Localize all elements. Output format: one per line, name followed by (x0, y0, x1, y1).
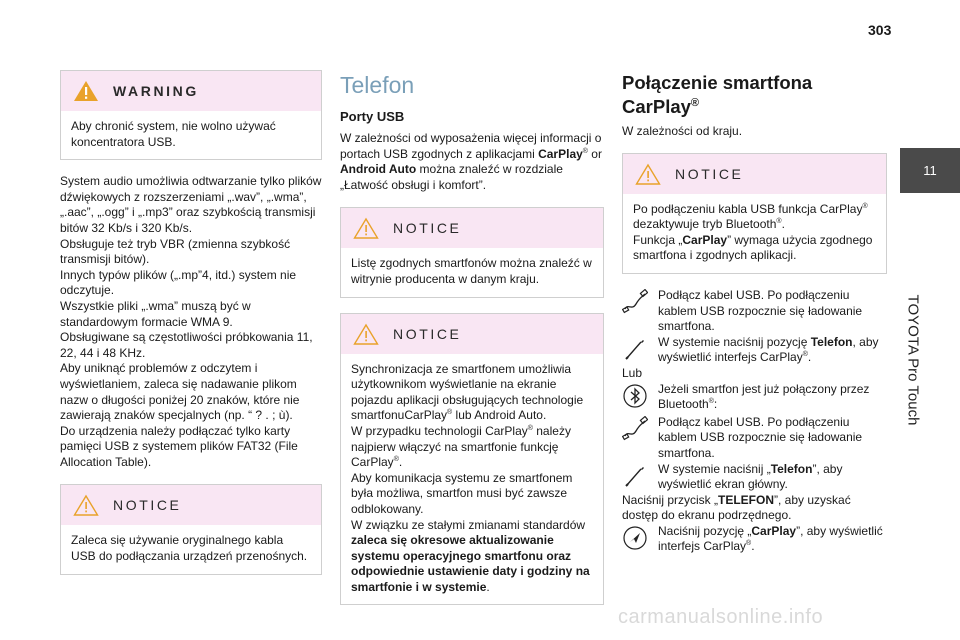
warning-header (61, 71, 321, 111)
warning-triangle-icon (73, 80, 99, 102)
watermark: carmanualsonline.info (618, 606, 824, 628)
audio-info (60, 174, 322, 470)
touch-pen-icon (622, 463, 648, 489)
step-bluetooth: Jeżeli smartfon jest już połączony przez Bluetooth®: (622, 382, 887, 413)
bluetooth-icon (622, 383, 648, 409)
notice-text: Zaleca się używanie oryginalnego kabla USB do podłączania urządzeń przenośnych. (71, 533, 308, 564)
step-press-telefon: W systemie naciśnij pozycję Telefon, aby wyświetlić interfejs CarPlay®. (622, 335, 887, 366)
notice-triangle-icon (353, 323, 379, 345)
notice-triangle-icon (353, 217, 379, 239)
notice-label: NOTICE (393, 325, 462, 342)
notice-box (340, 207, 604, 297)
press-button-text: Naciśnij przycisk „TELEFON”, aby uzyskać dostęp do ekranu podrzędnego. (622, 492, 851, 523)
column-right (622, 70, 887, 555)
section-title: Połączenie smartfona CarPlay® (622, 72, 813, 117)
paragraph: System audio umożliwia odtwarzanie tylko plików dźwiękowych z rozszerzeniami „.wav”, „.wma”, „.aac”, „.ogg” i „.mp3” oraz szybkością transmisji bitów 32 Kb/s i 320 Kb/s. (60, 174, 322, 235)
step-press-carplay: Naciśnij pozycję „CarPlay”, aby wyświetlić interfejs CarPlay®. (622, 524, 887, 555)
or-label: Lub (622, 365, 643, 380)
notice-box (340, 313, 604, 606)
warning-box (60, 70, 322, 160)
notice-triangle-icon (73, 494, 99, 516)
page-number: 303 (868, 22, 892, 38)
notice-text: Po podłączeniu kabla USB funkcja CarPlay® dezaktywuje tryb Bluetooth®. Funkcja „CarPlay” wymaga użycia zgodnego smartfona i zgodnych aplikacji. (633, 201, 873, 263)
paragraph: Obsługiwane są częstotliwości próbkowania 11, 22, 44 i 48 KHz. (60, 330, 313, 360)
notice-label: NOTICE (675, 165, 744, 182)
notice-header (61, 485, 321, 525)
section-title: Telefon (340, 72, 415, 98)
usb-cable-icon (622, 416, 648, 442)
step-usb-connect: Podłącz kabel USB. Po podłączeniu kablem USB rozpocznie się ładowanie smartfona. (622, 288, 887, 335)
warning-text: Aby chronić system, nie wolno używać koncentratora USB. (71, 119, 276, 149)
touch-pen-icon (622, 336, 648, 362)
step-press-telefon-2: W systemie naciśnij „Telefon”, aby wyświetlić ekran główny. (622, 462, 887, 493)
notice-triangle-icon (635, 163, 661, 185)
paragraph: Wszystkie pliki „.wma” muszą być w standardowym formacie WMA 9. (60, 298, 251, 329)
paragraph: Innych typów plików („.mp”4, itd.) system nie odczytuje. (60, 267, 297, 298)
notice-label: NOTICE (113, 497, 182, 514)
warning-label: WARNING (113, 83, 199, 99)
notice-header (341, 208, 603, 248)
notice-text: Synchronizacja ze smartfonem umożliwia użytkownikom wyświetlanie na ekranie pojazdu aplikacji obsługujących technologie smartfonuCarPlay® lub Android Auto. W przypadku technologii CarPlay® należy najpierw włączyć na smartfonie funkcję CarPlay®. Aby komunikacja systemu ze smartfonem była możliwa, smartfon musi być zawsze odblokowany. W związku ze stałymi zmianami standardów zaleca się okresowe aktualizowanie systemu operacyjnego smartfonu oraz odpowiednie ustawienie daty i godziny na smartfonie i w systemie. (351, 361, 590, 594)
usb-cable-icon (622, 289, 648, 315)
paragraph: Do urządzenia należy podłączać tylko karty pamięci USB z systemem plików FAT32 (File Allocation Table). (60, 423, 298, 469)
steps (622, 288, 887, 555)
notice-header (341, 314, 603, 354)
step-usb-connect-2: Podłącz kabel USB. Po podłączeniu kablem USB rozpocznie się ładowanie smartfona. (622, 415, 887, 462)
notice-label: NOTICE (393, 220, 462, 237)
paragraph: Obsługuje też tryb VBR (zmienna szybkość transmisji bitów). (60, 236, 291, 267)
chapter-tab: 11 (900, 148, 960, 193)
column-left (60, 70, 322, 575)
chapter-title: TOYOTA Pro Touch (904, 294, 922, 426)
country-note: W zależności od kraju. (622, 124, 743, 138)
subsection-title: Porty USB (340, 109, 405, 124)
notice-text: Listę zgodnych smartfonów można znaleźć w witrynie producenta w danym kraju. (351, 256, 592, 286)
carplay-icon (622, 525, 648, 551)
column-middle (340, 70, 604, 605)
notice-box (622, 153, 887, 274)
paragraph: Aby uniknąć problemów z odczytem i wyświetlaniem, zaleca się nadawanie plikom nazw o długości poniżej 20 znaków, które nie zawierają znaków specjalnych (np. “ ? . ; ù). (60, 361, 300, 423)
notice-box (60, 484, 322, 574)
usb-intro: W zależności od wyposażenia więcej informacji o portach USB zgodnych z aplikacjami CarPlay® or Android Auto można znaleźć w rozdziale „Łatwość obsługi i komfort”. (340, 131, 602, 192)
notice-header (623, 154, 886, 194)
